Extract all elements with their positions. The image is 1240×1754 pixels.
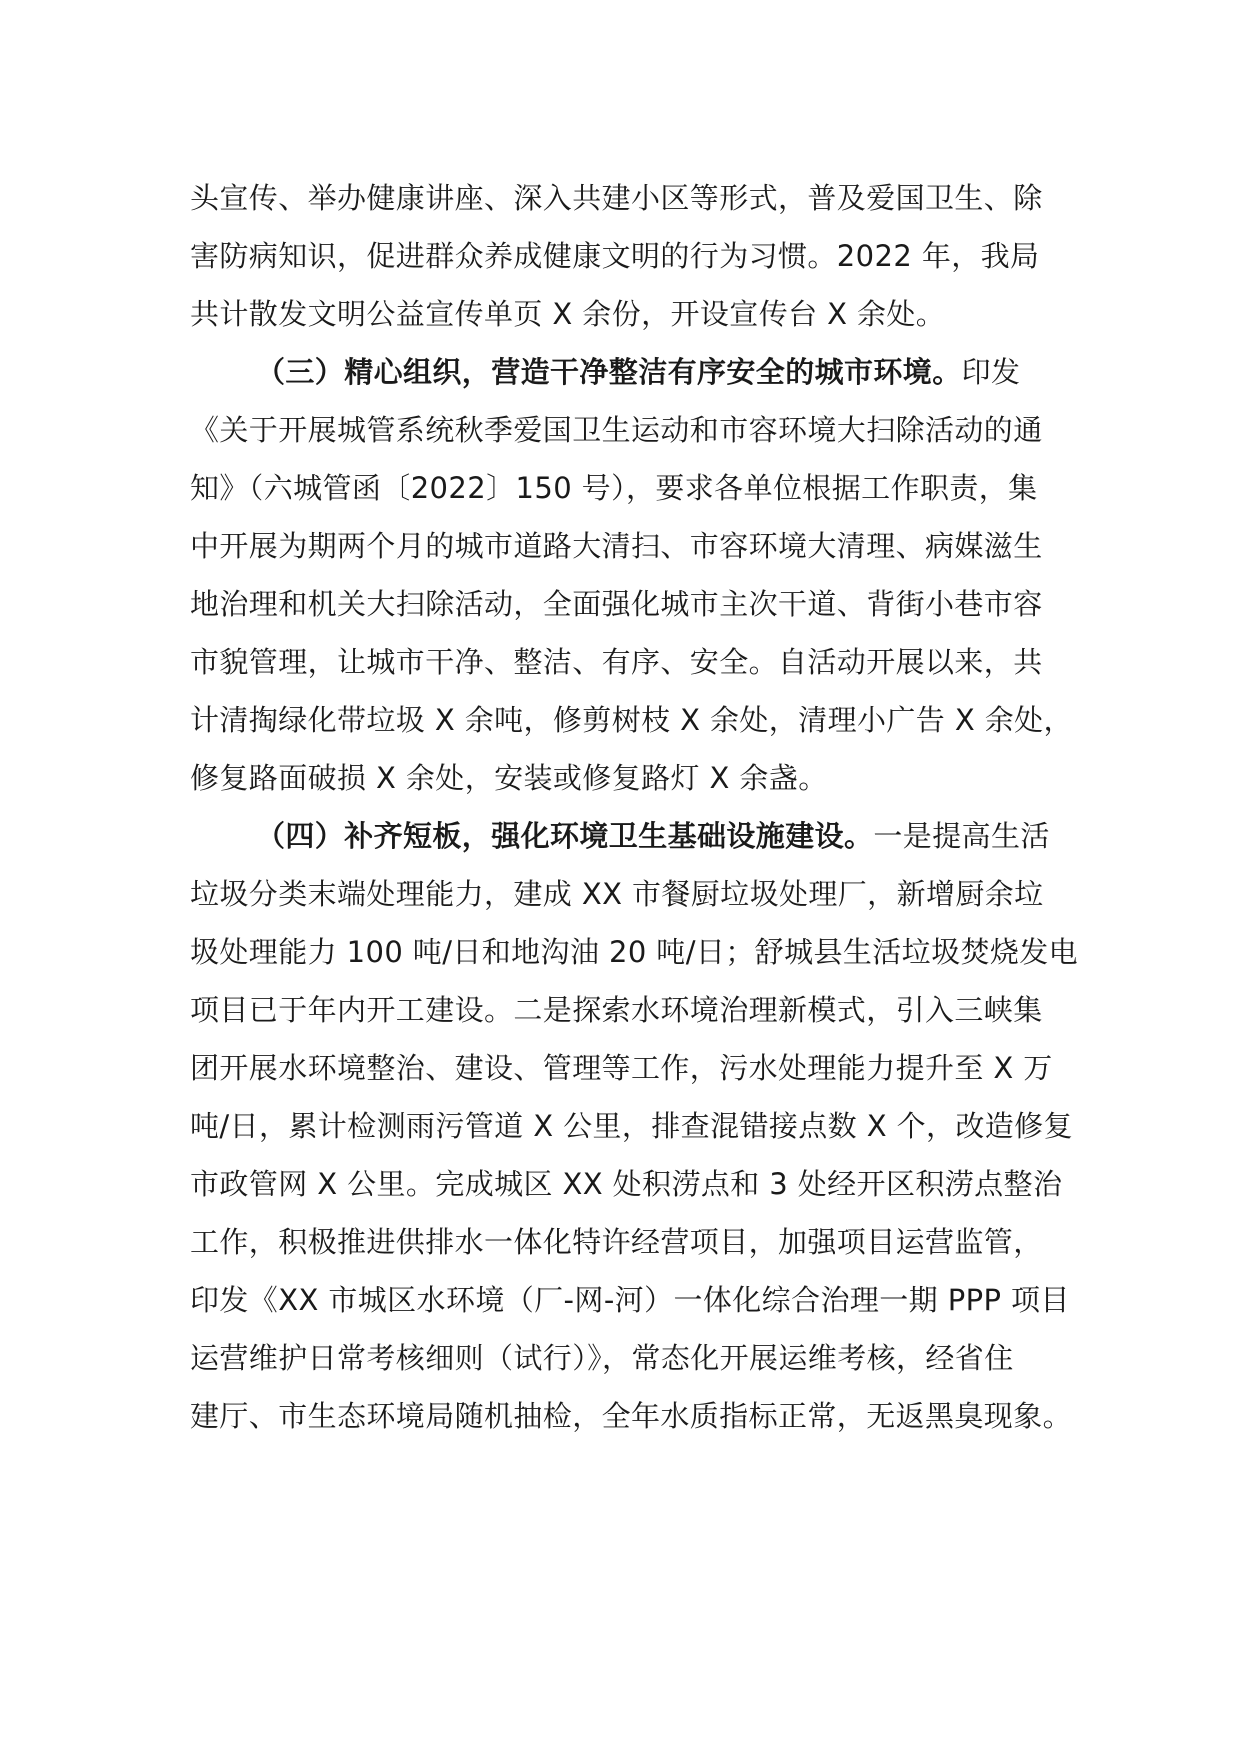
section-4-heading: （四）补齐短板，强化环境卫生基础设施建设。 <box>256 819 874 853</box>
paragraph-3-line-8: 工作，积极推进供排水一体化特许经营项目，加强项目运营监管， <box>190 1225 1043 1259</box>
paragraph-1-line-1: 头宣传、举办健康讲座、深入共建小区等形式，普及爱国卫生、除 <box>190 181 1043 215</box>
paragraph-3-first-line <box>256 814 1070 858</box>
paragraph-3-line-9: 印发《XX 市城区水环境（厂-网-河）一体化综合治理一期 PPP 项目 <box>190 1283 1070 1317</box>
paragraph-2-first-line <box>256 350 1070 394</box>
paragraph-2-line-4: 中开展为期两个月的城市道路大清扫、市容环境大清理、病媒滋生 <box>190 529 1043 563</box>
paragraph-3-line-5: 团开展水环境整治、建设、管理等工作，污水处理能力提升至 X 万 <box>190 1051 1053 1085</box>
paragraph-2-line-7: 计清掏绿化带垃圾 X 余吨，修剪树枝 X 余处，清理小广告 X 余处， <box>190 703 1073 737</box>
paragraph-1-line-3: 共计散发文明公益宣传单页 X 余份，开设宣传台 X 余处。 <box>190 297 946 331</box>
paragraph-3-line-6: 吨/日，累计检测雨污管道 X 公里，排查混错接点数 X 个，改造修复 <box>190 1109 1073 1143</box>
paragraph-2-first-line-text: 印发 <box>961 355 1021 389</box>
paragraph-3-first-line-text: 一是提高生活 <box>873 819 1050 853</box>
paragraph-3-line-3: 圾处理能力 100 吨/日和地沟油 20 吨/日；舒城县生活垃圾焚烧发电 <box>190 935 1079 969</box>
paragraph-2-line-3: 知》（六城管函〔2022〕150 号），要求各单位根据工作职责，集 <box>190 471 1038 505</box>
paragraph-2-line-2: 《关于开展城管系统秋季爱国卫生运动和市容环境大扫除活动的通 <box>190 413 1043 447</box>
paragraph-2-line-6: 市貌管理，让城市干净、整洁、有序、安全。自活动开展以来，共 <box>190 645 1043 679</box>
paragraph-2-line-8: 修复路面破损 X 余处，安装或修复路灯 X 余盏。 <box>190 761 828 795</box>
paragraph-3-line-4: 项目已于年内开工建设。二是探索水环境治理新模式，引入三峡集 <box>190 993 1043 1027</box>
paragraph-3-line-7: 市政管网 X 公里。完成城区 XX 处积涝点和 3 处经开区积涝点整治 <box>190 1167 1063 1201</box>
paragraph-3-line-11: 建厅、市生态环境局随机抽检，全年水质指标正常，无返黑臭现象。 <box>190 1399 1073 1433</box>
paragraph-2-line-5: 地治理和机关大扫除活动，全面强化城市主次干道、背街小巷市容 <box>190 587 1043 621</box>
paragraph-1-line-2: 害防病知识，促进群众养成健康文明的行为习惯。2022 年，我局 <box>190 239 1040 273</box>
paragraph-3-line-10: 运营维护日常考核细则（试行）》，常态化开展运维考核，经省住 <box>190 1341 1014 1375</box>
paragraph-3-line-2: 垃圾分类末端处理能力，建成 XX 市餐厨垃圾处理厂，新增厨余垃 <box>190 877 1044 911</box>
section-3-heading: （三）精心组织，营造干净整洁有序安全的城市环境。 <box>256 355 962 389</box>
